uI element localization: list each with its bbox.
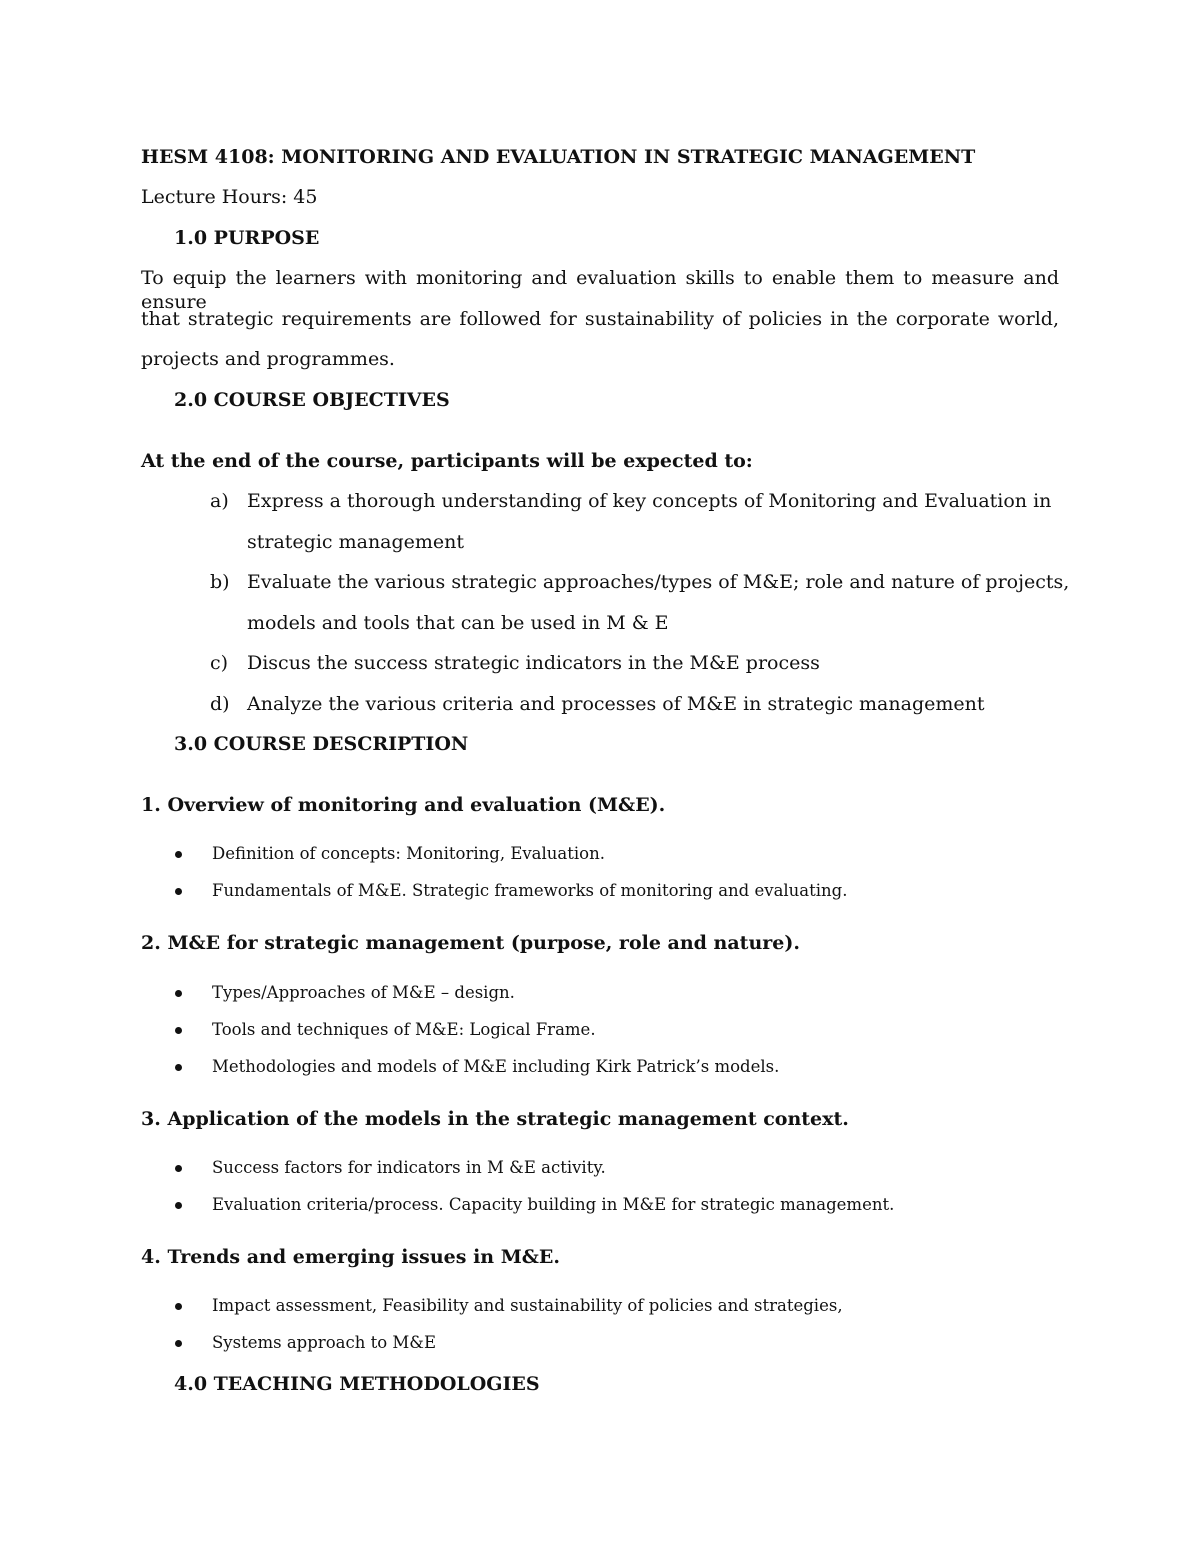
bullet-icon bbox=[175, 1027, 182, 1034]
objectives-heading: 2.0 COURSE OBJECTIVES bbox=[174, 389, 450, 411]
topic-bullet: Success factors for indicators in M &E activity. bbox=[212, 1158, 606, 1177]
bullet-icon bbox=[175, 851, 182, 858]
bullet-icon bbox=[175, 1340, 182, 1347]
objective-text: Express a thorough understanding of key concepts of Monitoring and Evaluation in bbox=[247, 490, 1052, 512]
purpose-line: that strategic requirements are followed for sustainability of policies in the corporate world, bbox=[141, 308, 1059, 330]
topic-bullet: Methodologies and models of M&E including Kirk Patrick’s models. bbox=[212, 1057, 780, 1076]
objective-text: models and tools that can be used in M & E bbox=[247, 612, 669, 634]
objective-marker: c) bbox=[210, 652, 229, 674]
objective-marker: d) bbox=[210, 693, 230, 715]
bullet-icon bbox=[175, 1202, 182, 1209]
bullet-icon bbox=[175, 1165, 182, 1172]
lecture-hours: Lecture Hours: 45 bbox=[141, 186, 318, 208]
topic-bullet: Types/Approaches of M&E – design. bbox=[212, 983, 515, 1002]
bullet-icon bbox=[175, 1303, 182, 1310]
bullet-icon bbox=[175, 888, 182, 895]
objective-text: Discus the success strategic indicators in the M&E process bbox=[247, 652, 820, 674]
description-heading: 3.0 COURSE DESCRIPTION bbox=[174, 733, 469, 755]
topic-title: 4. Trends and emerging issues in M&E. bbox=[141, 1246, 561, 1268]
objective-text: Analyze the various criteria and processes of M&E in strategic management bbox=[247, 693, 985, 715]
bullet-icon bbox=[175, 1064, 182, 1071]
bullet-icon bbox=[175, 990, 182, 997]
objective-text: strategic management bbox=[247, 531, 465, 553]
topic-bullet: Fundamentals of M&E. Strategic frameworks of monitoring and evaluating. bbox=[212, 881, 848, 900]
objective-marker: b) bbox=[210, 571, 230, 593]
objective-marker: a) bbox=[210, 490, 229, 512]
topic-title: 2. M&E for strategic management (purpose, role and nature). bbox=[141, 932, 800, 954]
topic-title: 3. Application of the models in the strategic management context. bbox=[141, 1108, 849, 1130]
topic-bullet: Systems approach to M&E bbox=[212, 1333, 437, 1352]
purpose-line: To equip the learners with monitoring and evaluation skills to enable them to measure and ensure bbox=[141, 267, 1059, 313]
topic-title: 1. Overview of monitoring and evaluation (M&E). bbox=[141, 794, 666, 816]
objective-text: Evaluate the various strategic approaches/types of M&E; role and nature of projects, bbox=[247, 571, 1070, 593]
topic-bullet: Impact assessment, Feasibility and sustainability of policies and strategies, bbox=[212, 1296, 843, 1315]
topic-bullet: Tools and techniques of M&E: Logical Frame. bbox=[212, 1020, 596, 1039]
topic-bullet: Definition of concepts: Monitoring, Evaluation. bbox=[212, 844, 605, 863]
topic-bullet: Evaluation criteria/process. Capacity building in M&E for strategic management. bbox=[212, 1195, 895, 1214]
objectives-intro: At the end of the course, participants will be expected to: bbox=[141, 450, 753, 472]
teaching-heading: 4.0 TEACHING METHODOLOGIES bbox=[174, 1373, 540, 1395]
purpose-line: projects and programmes. bbox=[141, 348, 395, 370]
document-title: HESM 4108: MONITORING AND EVALUATION IN STRATEGIC MANAGEMENT bbox=[141, 146, 976, 168]
purpose-heading: 1.0 PURPOSE bbox=[174, 227, 320, 249]
